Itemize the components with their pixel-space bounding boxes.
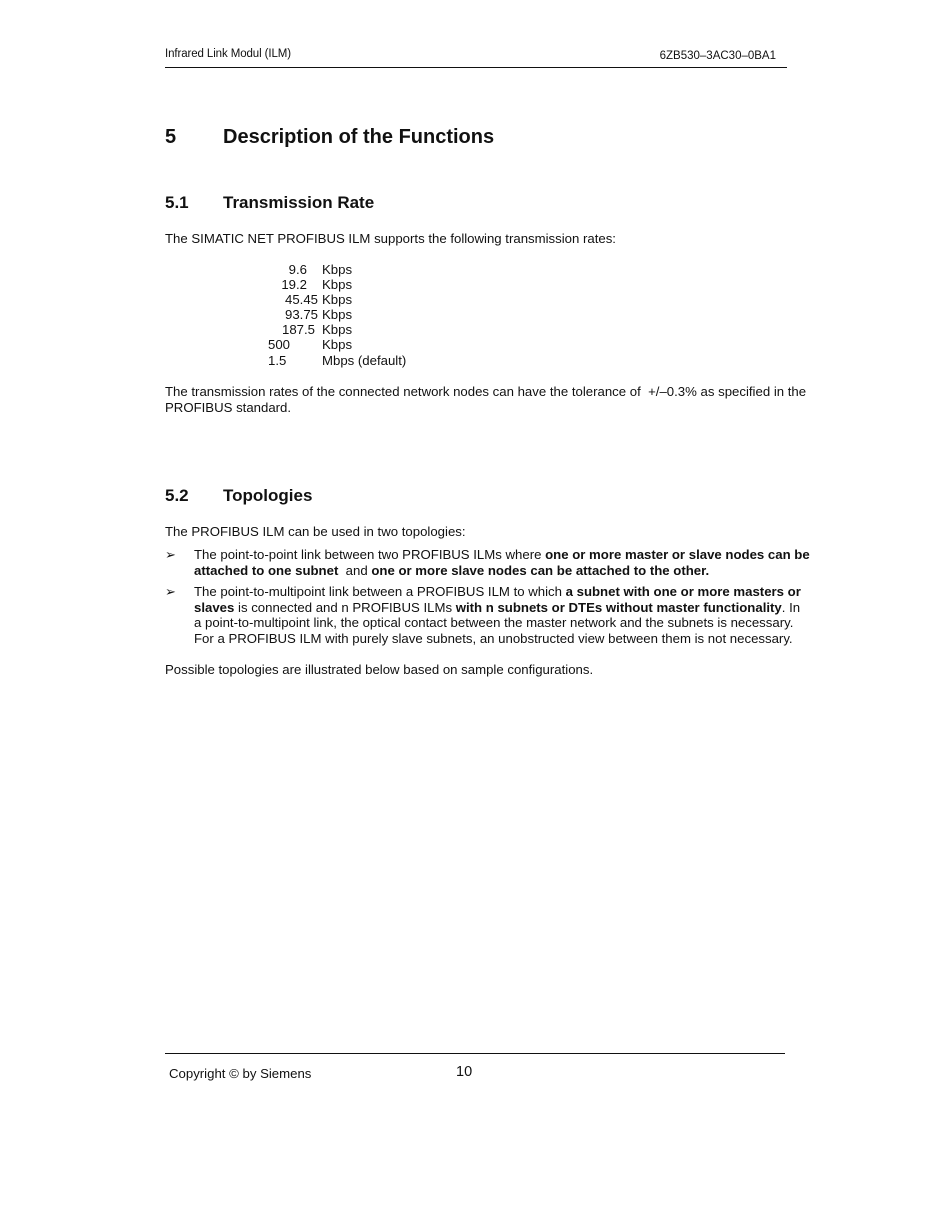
- running-header-title: Infrared Link Modul (ILM): [165, 48, 291, 60]
- rate-value: 19.2: [281, 277, 307, 293]
- rate-row: [258, 322, 406, 337]
- bullet-bold-run: one or more master or slave nodes can be attached to one subnet: [194, 547, 810, 578]
- rate-value: 500: [268, 337, 291, 353]
- section-title: Transmission Rate: [223, 193, 375, 212]
- rate-unit: Kbps: [322, 292, 353, 308]
- transmission-rates-list: [258, 262, 406, 368]
- rate-row: [258, 262, 406, 277]
- header-divider: [165, 67, 787, 68]
- rate-value: 1.5: [268, 352, 287, 368]
- bullet-point-to-point: [165, 547, 810, 578]
- tolerance-paragraph: The transmission rates of the connected network nodes can have the tolerance of +/–0.3% as specified in the PROFIBUS standard.: [165, 384, 807, 415]
- bullet-text: [194, 584, 810, 646]
- rates-intro-paragraph: The SIMATIC NET PROFIBUS ILM supports the following transmission rates:: [165, 231, 616, 246]
- bullet-text-run: The point-to-point link between two PROFIBUS ILMs where: [194, 547, 546, 562]
- chapter-title: Description of the Functions: [223, 126, 495, 148]
- chapter-number: 5: [165, 126, 177, 148]
- arrow-bullet-icon: ➢: [165, 584, 176, 599]
- rate-value: 93.75: [284, 307, 318, 323]
- bullet-text-run: is connected and n PROFIBUS ILMs: [234, 599, 456, 615]
- rate-value: 187.5: [281, 322, 315, 338]
- bullet-text: [194, 547, 810, 578]
- bullet-text-run: . In a point-to-multipoint link, the optical contact between the master network and the subnets is necessary. For a PROFIBUS ILM with purely slave subnets, an unobstructed view between them is not necessary.: [194, 599, 801, 646]
- rate-unit: Kbps: [322, 262, 353, 277]
- rate-unit: Kbps: [322, 322, 353, 338]
- bullet-bold-run: with n subnets or DTEs without master functionality: [455, 599, 782, 615]
- running-header-doc-number: 6ZB530–3AC30–0BA1: [659, 50, 776, 62]
- bullet-point-to-multipoint: [165, 584, 810, 646]
- rate-unit: Kbps: [322, 307, 353, 323]
- arrow-bullet-icon: ➢: [165, 547, 176, 562]
- closing-paragraph: Possible topologies are illustrated below based on sample configurations.: [165, 662, 594, 677]
- bullet-bold-run: a subnet with one or more masters or slaves: [194, 584, 801, 615]
- rate-row: [258, 307, 406, 322]
- bullet-bold-run: one or more slave nodes can be attached to the other.: [371, 562, 710, 578]
- rate-value: 45.45: [284, 292, 318, 308]
- section-number: 5.2: [165, 486, 189, 505]
- rate-row: [258, 353, 406, 368]
- section-title: Topologies: [223, 486, 313, 505]
- bullet-text-run: The point-to-multipoint link between a PROFIBUS ILM to which: [194, 584, 566, 599]
- bullet-text-run: and: [338, 562, 372, 578]
- footer-copyright: Copyright © by Siemens: [169, 1066, 312, 1081]
- rate-row: [258, 277, 406, 292]
- rate-row: [258, 337, 406, 352]
- rate-row: [258, 292, 406, 307]
- section-number: 5.1: [165, 193, 189, 212]
- footer-divider: [165, 1053, 785, 1054]
- topologies-intro-paragraph: The PROFIBUS ILM can be used in two topologies:: [165, 524, 466, 539]
- rate-value: 9.6: [288, 262, 307, 277]
- page-number: 10: [456, 1064, 473, 1080]
- rate-unit: Kbps: [322, 277, 353, 293]
- rate-unit: Kbps: [322, 337, 353, 353]
- rate-unit: Mbps (default): [322, 352, 407, 368]
